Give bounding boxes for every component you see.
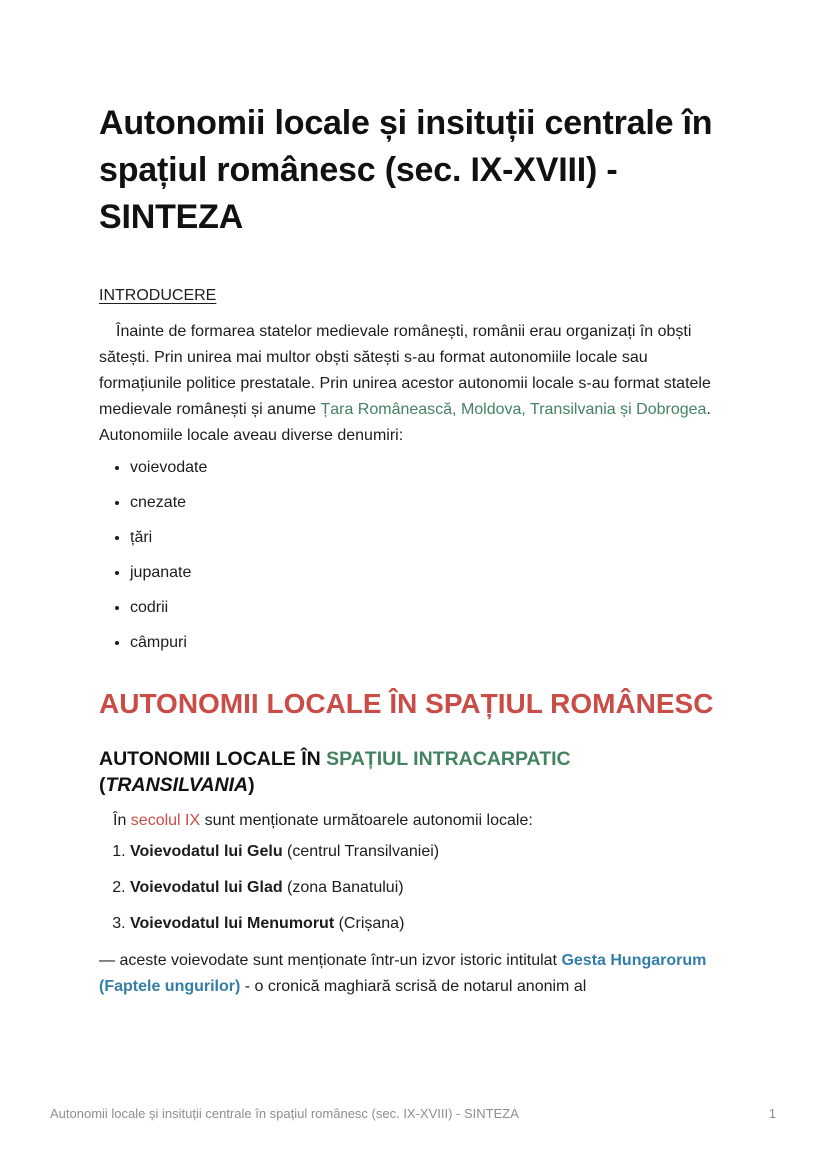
page-title: Autonomii locale și insituții centrale în spațiul românesc (sec. IX-XVIII) - SINTEZA <box>99 104 713 236</box>
gesta-hungarorum-blue-text: Gesta Hungarorum (Faptele ungurilor) <box>99 952 707 995</box>
footer-document-title: Autonomii locale și insituții centrale în spațiul românesc (sec. IX-XVIII) - SINTEZA <box>50 1106 519 1121</box>
closing-paragraph <box>99 948 729 1000</box>
voievodate-numbered-list <box>99 839 729 937</box>
introduction-paragraph <box>99 319 729 449</box>
century-red-text: secolul IX <box>130 812 201 829</box>
numbered-list-item <box>130 839 729 865</box>
subheading-italic-text: TRANSILVANIA <box>105 774 249 796</box>
closing-text: — aceste voievodate sunt menționate într-un izvor istoric intitulat <box>99 952 562 969</box>
numbered-list-item <box>130 875 729 901</box>
list-item-text: țări <box>130 529 153 546</box>
list-item-text: codrii <box>130 599 169 616</box>
subheading-paren-close: ) <box>248 774 255 796</box>
voievodat-region: (zona Banatului) <box>282 879 404 896</box>
voievodat-name: Voievodatul lui Glad <box>130 879 283 896</box>
list-item-text: câmpuri <box>130 634 187 651</box>
page-footer <box>50 1105 776 1123</box>
list-item <box>130 595 729 621</box>
section-heading-autonomii-locale: AUTONOMII LOCALE ÎN SPAȚIUL ROMÂNESC <box>99 688 714 719</box>
lead-in-text-2: sunt menționate următoarele autonomii locale: <box>200 812 533 829</box>
list-item <box>130 525 729 551</box>
voievodat-name: Voievodatul lui Menumorut <box>130 915 335 932</box>
numbered-list-item <box>130 911 729 937</box>
closing-text-2: - o cronică maghiară scrisă de notarul anonim al <box>240 978 587 995</box>
introduction-heading <box>99 285 729 307</box>
subsection-heading-intracarpatic <box>99 746 729 798</box>
intro-green-states-text: Țara Românească, Moldova, Transilvania și Dobrogea <box>320 401 707 418</box>
subheading-paren-open: ( <box>99 774 106 796</box>
list-item-text: voievodate <box>130 459 208 476</box>
voievodat-region: (centrul Transilvaniei) <box>282 843 440 860</box>
subheading-black-text: AUTONOMII LOCALE ÎN <box>99 748 327 770</box>
voievodat-name: Voievodatul lui Gelu <box>130 843 283 860</box>
introduction-heading-text: INTRODUCERE <box>99 287 217 304</box>
list-item <box>130 490 729 516</box>
list-item <box>130 455 729 481</box>
intro-text-segment-2: . Autonomiile locale aveau diverse denumiri: <box>99 401 711 444</box>
autonomy-names-list <box>99 455 729 656</box>
subheading-green-text: SPAȚIUL INTRACARPATIC <box>326 748 571 770</box>
list-item-text: cnezate <box>130 494 187 511</box>
list-item <box>130 560 729 586</box>
list-item-text: jupanate <box>130 564 192 581</box>
list-item <box>130 630 729 656</box>
century-lead-in-paragraph <box>99 808 729 834</box>
footer-page-number: 1 <box>768 1106 776 1121</box>
lead-in-text: În <box>113 812 131 829</box>
intro-text-segment: Înainte de formarea statelor medievale românești, românii erau organizați în obști sătești. Prin unirea mai multor obști sătești s-au format autonomiile locale sau formațiunile politice prestatale. Prin unirea acestor autonomii locale s-au format statele medievale românești și anume <box>99 323 711 418</box>
voievodat-region: (Crișana) <box>334 915 405 932</box>
